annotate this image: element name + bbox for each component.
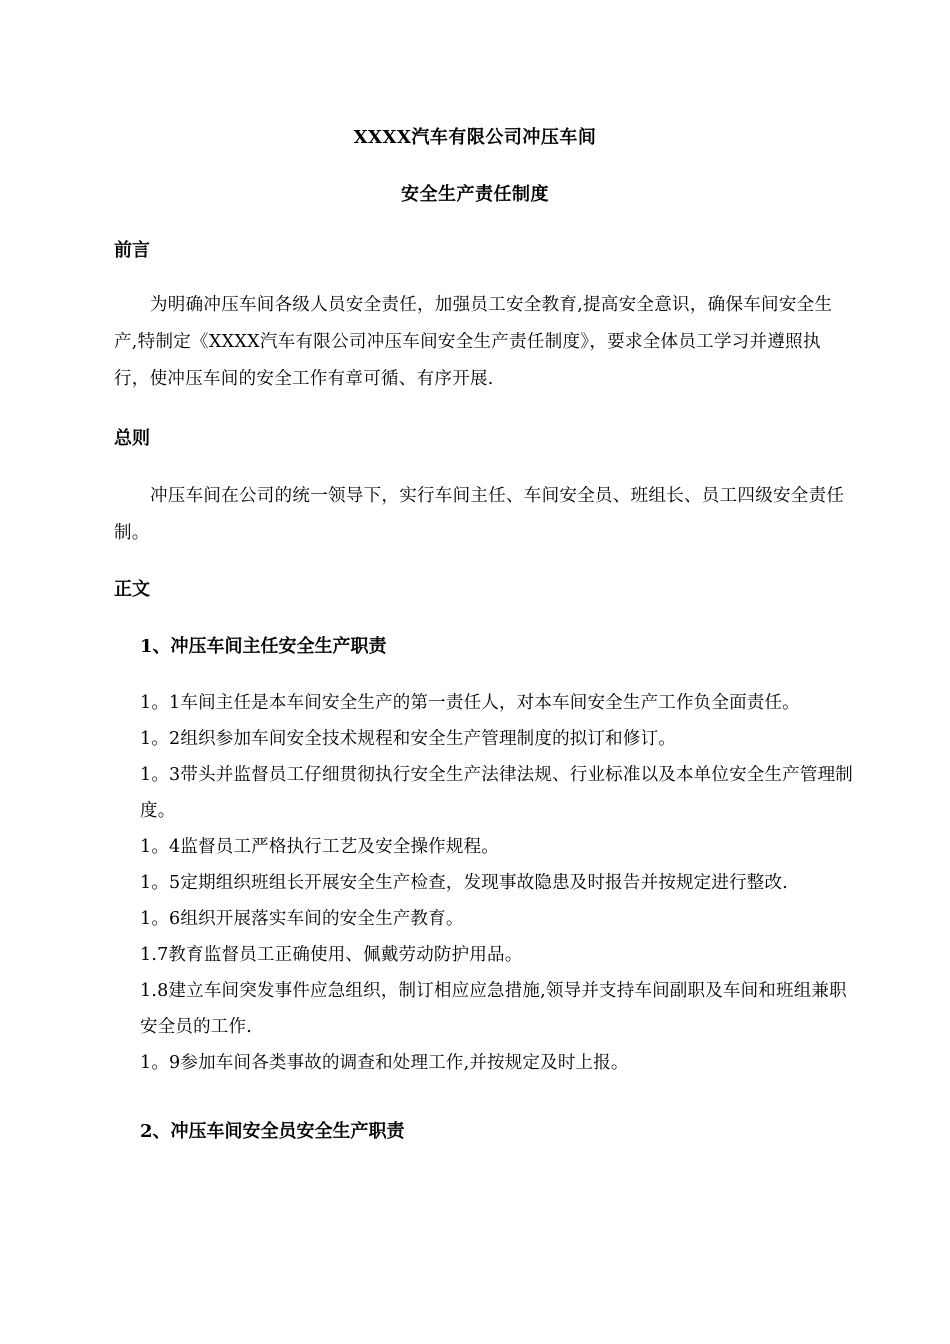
list-item: 1。5定期组织班组长开展安全生产检查，发现事故隐患及时报告并按规定进行整改. (140, 873, 788, 893)
general-paragraph: 冲压车间在公司的统一领导下，实行车间主任、车间安全员、班组长、员工四级安全责任制。 (114, 486, 845, 543)
general-heading: 总则 (114, 428, 150, 449)
list-item: 1.8建立车间突发事件应急组织，制订相应应急措施,领导并支持车间副职及车间和班组兼职安全员的工作. (140, 981, 847, 1037)
list-item: 1.7教育监督员工正确使用、佩戴劳动防护用品。 (140, 945, 523, 965)
list-item: 1。4监督员工严格执行工艺及安全操作规程。 (140, 837, 499, 857)
section-1-list (140, 685, 855, 1081)
list-item: 1。1车间主任是本车间安全生产的第一责任人，对本车间安全生产工作负全面责任。 (140, 693, 800, 713)
preface-paragraph: 为明确冲压车间各级人员安全责任，加强员工安全教育,提高安全意识，确保车间安全生产,特制定《XXXX汽车有限公司冲压车间安全生产责任制度》，要求全体员工学习并遵照执行，使冲压车间的安全工作有章可循、有序开展. (114, 295, 833, 389)
document-title-system: 安全生产责任制度 (401, 184, 549, 205)
section-1-title: 1、冲压车间主任安全生产职责 (140, 636, 387, 657)
list-item: 1。6组织开展落实车间的安全生产教育。 (140, 909, 464, 929)
section-2-title: 2、冲压车间安全员安全生产职责 (140, 1121, 405, 1142)
preface-heading: 前言 (114, 240, 150, 261)
document-title-company: XXXX汽车有限公司冲压车间 (353, 127, 597, 148)
body-heading: 正文 (114, 579, 150, 600)
list-item: 1。2组织参加车间安全技术规程和安全生产管理制度的拟订和修订。 (140, 729, 676, 749)
list-item: 1。9参加车间各类事故的调查和处理工作,并按规定及时上报。 (140, 1053, 629, 1073)
list-item: 1。3带头并监督员工仔细贯彻执行安全生产法律法规、行业标准以及本单位安全生产管理制度。 (140, 765, 853, 821)
